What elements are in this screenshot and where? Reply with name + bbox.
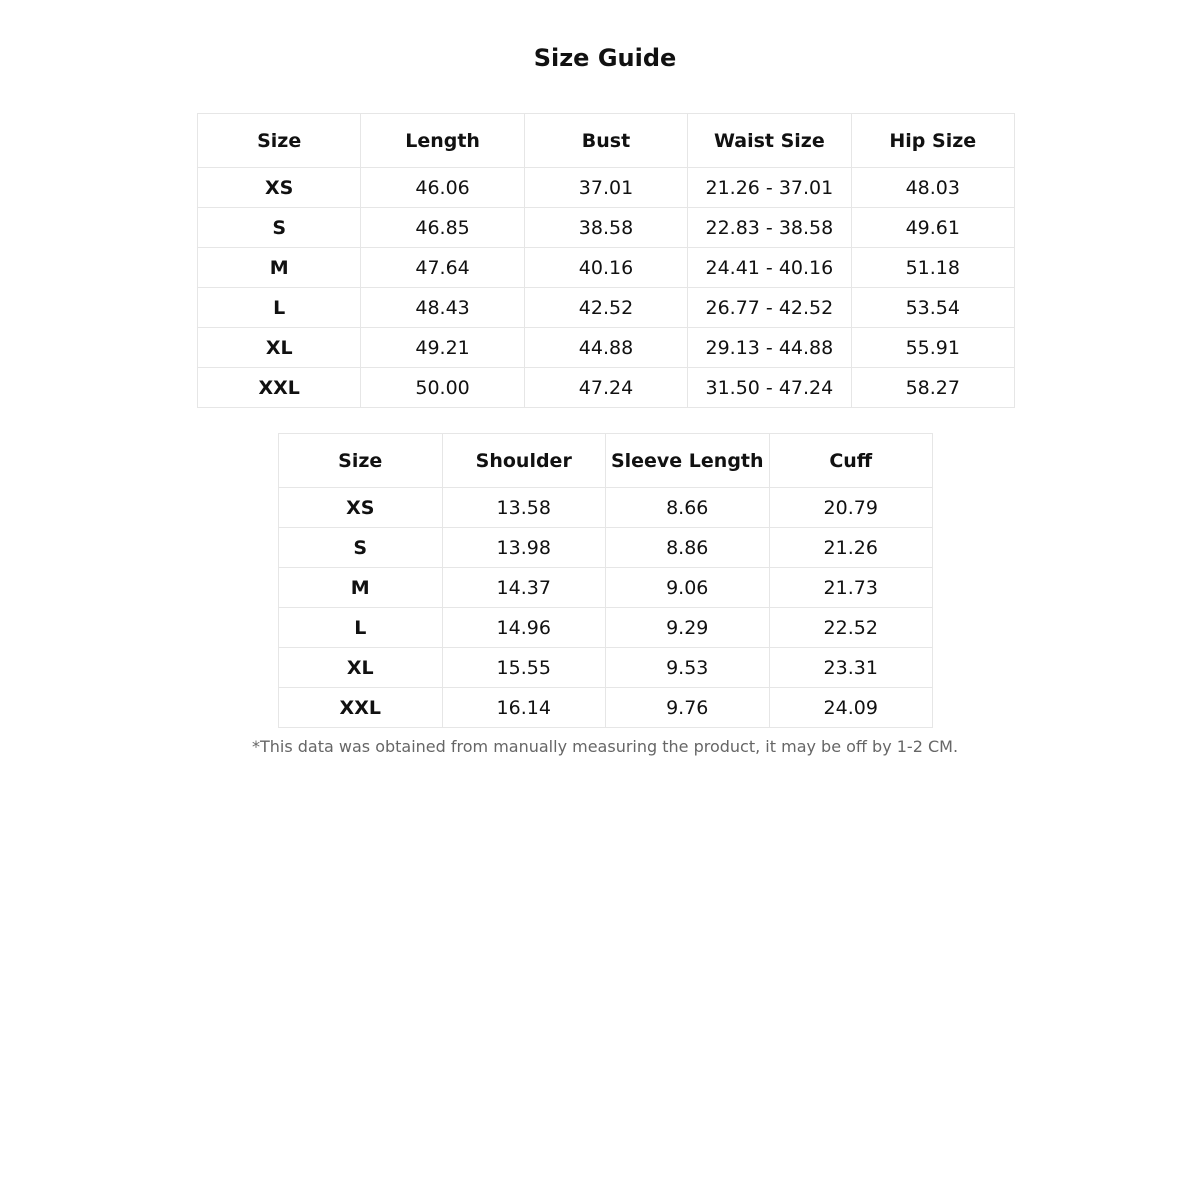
table-row — [198, 248, 1015, 288]
measurement-cell: 53.54 — [851, 288, 1014, 328]
measurement-cell: 51.18 — [851, 248, 1014, 288]
measurement-cell: 9.76 — [606, 688, 770, 728]
measurement-cell: 8.86 — [606, 528, 770, 568]
column-header: Cuff — [769, 434, 933, 488]
measurement-cell: 20.79 — [769, 488, 933, 528]
measurement-cell: 14.37 — [442, 568, 606, 608]
column-header: Size — [198, 114, 361, 168]
measurement-cell: 13.98 — [442, 528, 606, 568]
column-header: Length — [361, 114, 524, 168]
measurement-cell: 58.27 — [851, 368, 1014, 408]
measurement-cell: 13.58 — [442, 488, 606, 528]
table-row — [279, 568, 933, 608]
table-row — [198, 208, 1015, 248]
size-label-cell: S — [279, 528, 443, 568]
measurement-cell: 14.96 — [442, 608, 606, 648]
measurement-cell: 24.09 — [769, 688, 933, 728]
size-label-cell: XL — [279, 648, 443, 688]
table-row — [198, 168, 1015, 208]
measurement-cell: 26.77 - 42.52 — [688, 288, 851, 328]
measurement-cell: 21.26 — [769, 528, 933, 568]
size-label-cell: XS — [279, 488, 443, 528]
column-header: Shoulder — [442, 434, 606, 488]
measurement-cell: 21.73 — [769, 568, 933, 608]
measurement-cell: 42.52 — [524, 288, 687, 328]
measurement-cell: 16.14 — [442, 688, 606, 728]
measurement-cell: 49.61 — [851, 208, 1014, 248]
measurement-cell: 46.06 — [361, 168, 524, 208]
table-row — [279, 688, 933, 728]
column-header: Hip Size — [851, 114, 1014, 168]
measurement-cell: 15.55 — [442, 648, 606, 688]
size-table-sleeve-measurements — [278, 433, 933, 728]
size-label-cell: S — [198, 208, 361, 248]
measurement-cell: 44.88 — [524, 328, 687, 368]
measurement-cell: 31.50 - 47.24 — [688, 368, 851, 408]
measurement-cell: 21.26 - 37.01 — [688, 168, 851, 208]
measurement-cell: 55.91 — [851, 328, 1014, 368]
measurement-cell: 37.01 — [524, 168, 687, 208]
size-label-cell: M — [198, 248, 361, 288]
measurement-cell: 47.24 — [524, 368, 687, 408]
measurement-cell: 9.06 — [606, 568, 770, 608]
measurement-cell: 9.29 — [606, 608, 770, 648]
size-label-cell: L — [198, 288, 361, 328]
size-label-cell: XXL — [198, 368, 361, 408]
measurement-cell: 24.41 - 40.16 — [688, 248, 851, 288]
size-table-body-measurements — [197, 113, 1015, 408]
page-title: Size Guide — [533, 44, 677, 72]
measurement-cell: 47.64 — [361, 248, 524, 288]
measurement-disclaimer: *This data was obtained from manually measuring the product, it may be off by 1-2 CM. — [251, 737, 959, 756]
measurement-cell: 38.58 — [524, 208, 687, 248]
table-row — [279, 608, 933, 648]
measurement-cell: 9.53 — [606, 648, 770, 688]
measurement-cell: 49.21 — [361, 328, 524, 368]
table-header-row — [198, 114, 1015, 168]
measurement-cell: 40.16 — [524, 248, 687, 288]
table-row — [198, 328, 1015, 368]
table-row — [198, 368, 1015, 408]
size-label-cell: L — [279, 608, 443, 648]
measurement-cell: 29.13 - 44.88 — [688, 328, 851, 368]
table-row — [198, 288, 1015, 328]
measurement-cell: 48.03 — [851, 168, 1014, 208]
measurement-cell: 48.43 — [361, 288, 524, 328]
size-label-cell: XL — [198, 328, 361, 368]
measurement-cell: 8.66 — [606, 488, 770, 528]
size-label-cell: XS — [198, 168, 361, 208]
column-header: Sleeve Length — [606, 434, 770, 488]
measurement-cell: 22.83 - 38.58 — [688, 208, 851, 248]
table-row — [279, 528, 933, 568]
column-header: Size — [279, 434, 443, 488]
table-header-row — [279, 434, 933, 488]
table-row — [279, 488, 933, 528]
measurement-cell: 23.31 — [769, 648, 933, 688]
measurement-cell: 50.00 — [361, 368, 524, 408]
size-label-cell: M — [279, 568, 443, 608]
column-header: Bust — [524, 114, 687, 168]
column-header: Waist Size — [688, 114, 851, 168]
measurement-cell: 46.85 — [361, 208, 524, 248]
table-row — [279, 648, 933, 688]
measurement-cell: 22.52 — [769, 608, 933, 648]
size-label-cell: XXL — [279, 688, 443, 728]
